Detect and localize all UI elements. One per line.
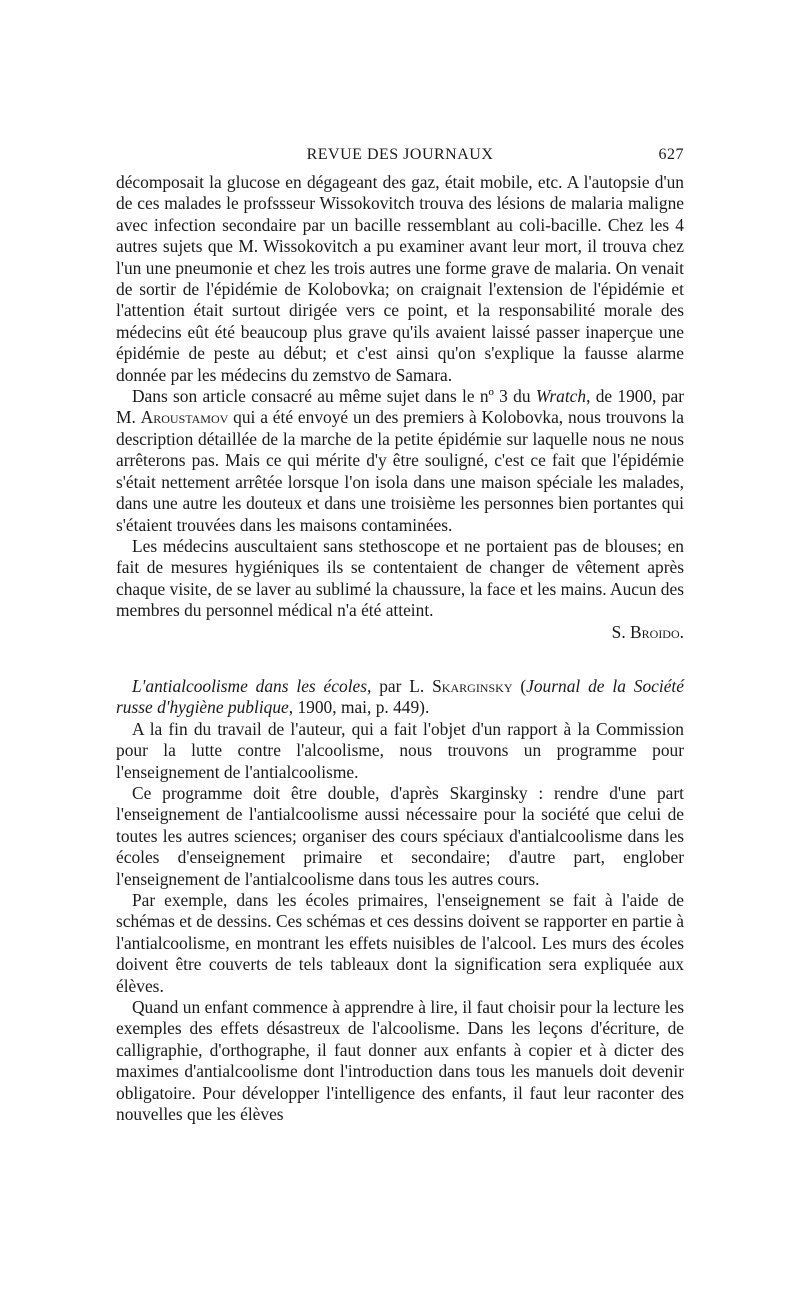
- article2-title-italic: L'antialcoolisme dans les écoles: [132, 675, 368, 696]
- article2-journal-italic: Journal de la Société russe d'hygiène publique: [116, 675, 684, 718]
- article1-paragraph-1: décomposait la glucose en dégageant des gaz, était mobile, etc. A l'autopsie d'un de ces malades le profssseur Wissokovitch trouva des lésions de malaria maligne avec infection secondaire par un bacille ressemblant au coli-bacille. Chez les 4 autres sujets que M. Wissokovitch a pu examiner avant leur mort, il trouva chez l'un une pneumonie et chez les trois autres une forme grave de malaria. On venait de sortir de l'épidémie de Kolobovka; on craignait l'extension de l'épidémie et l'attention était surtout dirigée vers ce point, et la responsabilité morale des médecins eût été beaucoup plus grave qu'ils avaient laissé passer inaperçue une épidémie de peste au début; et c'est ainsi qu'on s'explique la fausse alarme donnée par les médecins du zemstvo de Samara.: [116, 172, 684, 385]
- article1-paragraph-3: Les médecins auscultaient sans stethoscope et ne portaient pas de blouses; en fait de mesures hygiéniques ils se contentaient de changer de vêtement après chaque visite, de se laver au sublimé la chaussure, la face et les mains. Aucun des membres du personnel médical n'a été atteint.: [116, 535, 684, 621]
- article2-paragraph-4: Quand un enfant commence à apprendre à lire, il faut choisir pour la lecture les exemples des effets désastreux de l'alcoolisme. Dans les leçons d'écriture, de calligraphie, d'orthographe, il faut donner aux enfants à copier et à dicter des maximes d'antialcoolisme dont l'introduction dans tous les manuels doit devenir obligatoire. Pour développer l'intelligence des enfants, il faut leur raconter des nouvelles que les élèves: [116, 997, 684, 1125]
- page-body: [116, 172, 684, 1125]
- section-gap: [116, 643, 684, 676]
- signature-initial: S.: [611, 621, 631, 642]
- running-title: REVUE DES JOURNAUX: [306, 146, 494, 163]
- page-number: 627: [658, 146, 684, 163]
- article2-title-ref: , 1900, mai, p. 449).: [288, 697, 430, 718]
- article1-signature: [116, 622, 684, 643]
- article1-p2-text-c: qui a été envoyé un des premiers à Kolobovka, nous trouvons la description détaillée de la marche de la petite épidémie sur laquelle nous ne nous arrêterons pas. Mais ce qui mérite d'y être souligné, c'est ce fait que l'épidémie s'était nettement arrêtée lorsque l'on isola dans une maison spéciale les malades, dans une autre les douteux et dans une troisième les personnes bien portantes qui s'étaient trouvées dans les maisons contaminées.: [116, 407, 684, 535]
- article1-p2-text-b: , de 1900, par M.: [116, 386, 684, 428]
- journal-name-wratch: Wratch: [535, 386, 587, 407]
- article2-title-open: (: [512, 675, 527, 696]
- article2-title: [116, 676, 684, 719]
- page-header: [116, 146, 684, 168]
- article2-paragraph-1: A la fin du travail de l'auteur, qui a fait l'objet d'un rapport à la Commission pour la lutte contre l'alcoolisme, nous trouvons un programme pour l'enseignement de l'antialcoolisme.: [116, 718, 684, 782]
- author-aroustamov: Aroustamov: [140, 407, 229, 428]
- signature-name: Broido.: [630, 621, 684, 642]
- article2-title-par: , par L.: [367, 675, 433, 696]
- author-skarginsky: Skarginsky: [432, 675, 513, 696]
- article2-paragraph-2: Ce programme doit être double, d'après Skarginsky : rendre d'une part l'enseignement de l'antialcoolisme aussi nécessaire pour la société que celui de toutes les autres sciences; organiser des cours spéciaux d'antialcoolisme dans les écoles d'enseignement primaire et secondaire; d'autre part, englober l'enseignement de l'antialcoolisme dans tous les autres cours.: [116, 782, 684, 889]
- article1-p2-text-a: Dans son article consacré au même sujet dans le nº 3 du: [132, 386, 536, 407]
- article2-paragraph-3: Par exemple, dans les écoles primaires, l'enseignement se fait à l'aide de schémas et de dessins. Ces schémas et ces dessins doivent se rapporter en partie à l'antialcoolisme, en montrant les effets nuisibles de l'alcool. Les murs des écoles doivent être couverts de tels tableaux dont la signification sera expliquée aux élèves.: [116, 890, 684, 996]
- article1-paragraph-2: [116, 386, 684, 536]
